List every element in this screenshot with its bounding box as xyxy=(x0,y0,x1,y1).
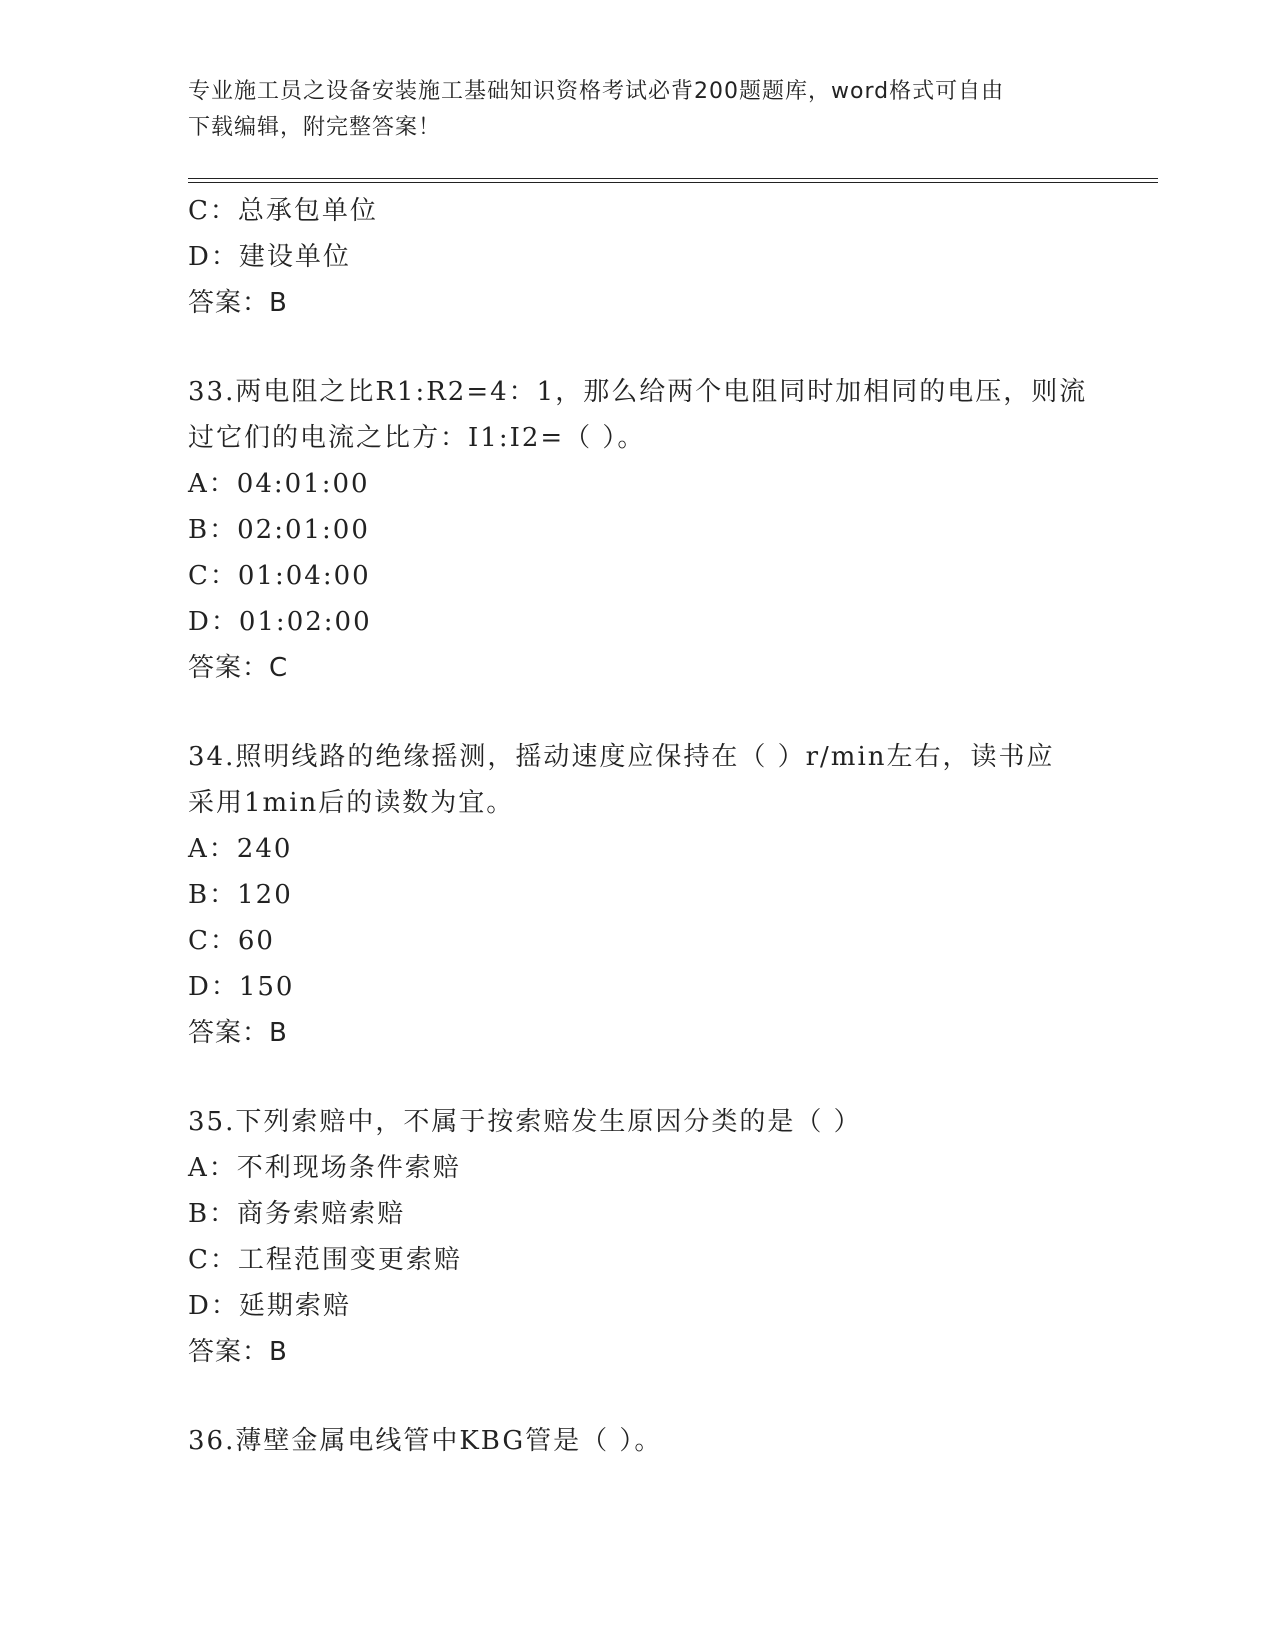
option-b: B：02:01:00 xyxy=(188,515,370,545)
option-a: A：04:01:00 xyxy=(188,469,370,499)
question-list xyxy=(188,188,1088,1464)
answer-line: 答案：B xyxy=(188,1337,288,1367)
spacer xyxy=(188,326,1088,369)
header-double-rule xyxy=(188,178,1158,183)
question-stem-line-2: 采用1min后的读数为宜。 xyxy=(188,788,515,818)
question-36 xyxy=(188,1418,1088,1464)
answer-line: 答案：B xyxy=(188,1018,288,1048)
option-b: B：商务索赔索赔 xyxy=(188,1199,406,1229)
option-c: C：工程范围变更索赔 xyxy=(188,1245,462,1275)
question-stem-line-1: 35.下列索赔中，不属于按索赔发生原因分类的是（ ） xyxy=(188,1107,862,1137)
question-stem-line-1: 36.薄壁金属电线管中KBG管是（ ）。 xyxy=(188,1426,663,1456)
question-34 xyxy=(188,734,1088,1056)
question-stem-line-1: 33.两电阻之比R1:R2=4：1，那么给两个电阻同时加相同的电压，则流 xyxy=(188,377,1088,407)
question-32 xyxy=(188,188,1088,326)
option-d: D：延期索赔 xyxy=(188,1291,351,1321)
answer-line: 答案：B xyxy=(188,288,288,318)
document-header xyxy=(188,74,1088,146)
spacer xyxy=(188,691,1088,734)
option-c: C：01:04:00 xyxy=(188,561,371,591)
header-line-2: 下载编辑，附完整答案！ xyxy=(188,115,442,140)
answer-line: 答案：C xyxy=(188,653,289,683)
option-d: D：150 xyxy=(188,972,295,1002)
option-c: C：总承包单位 xyxy=(188,196,378,226)
header-line-1: 专业施工员之设备安装施工基础知识资格考试必背200题题库，word格式可自由 xyxy=(188,79,1005,104)
option-b: B：120 xyxy=(188,880,293,910)
spacer xyxy=(188,1056,1088,1099)
question-35 xyxy=(188,1099,1088,1375)
question-33 xyxy=(188,369,1088,691)
option-a: A：不利现场条件索赔 xyxy=(188,1153,461,1183)
question-stem-line-1: 34.照明线路的绝缘摇测，摇动速度应保持在（ ）r/min左右，读书应 xyxy=(188,742,1055,772)
option-c: C：60 xyxy=(188,926,275,956)
option-a: A：240 xyxy=(188,834,293,864)
question-stem-line-2: 过它们的电流之比方：I1:I2=（ ）。 xyxy=(188,423,646,453)
option-d: D：01:02:00 xyxy=(188,607,372,637)
spacer xyxy=(188,1375,1088,1418)
option-d: D：建设单位 xyxy=(188,242,351,272)
